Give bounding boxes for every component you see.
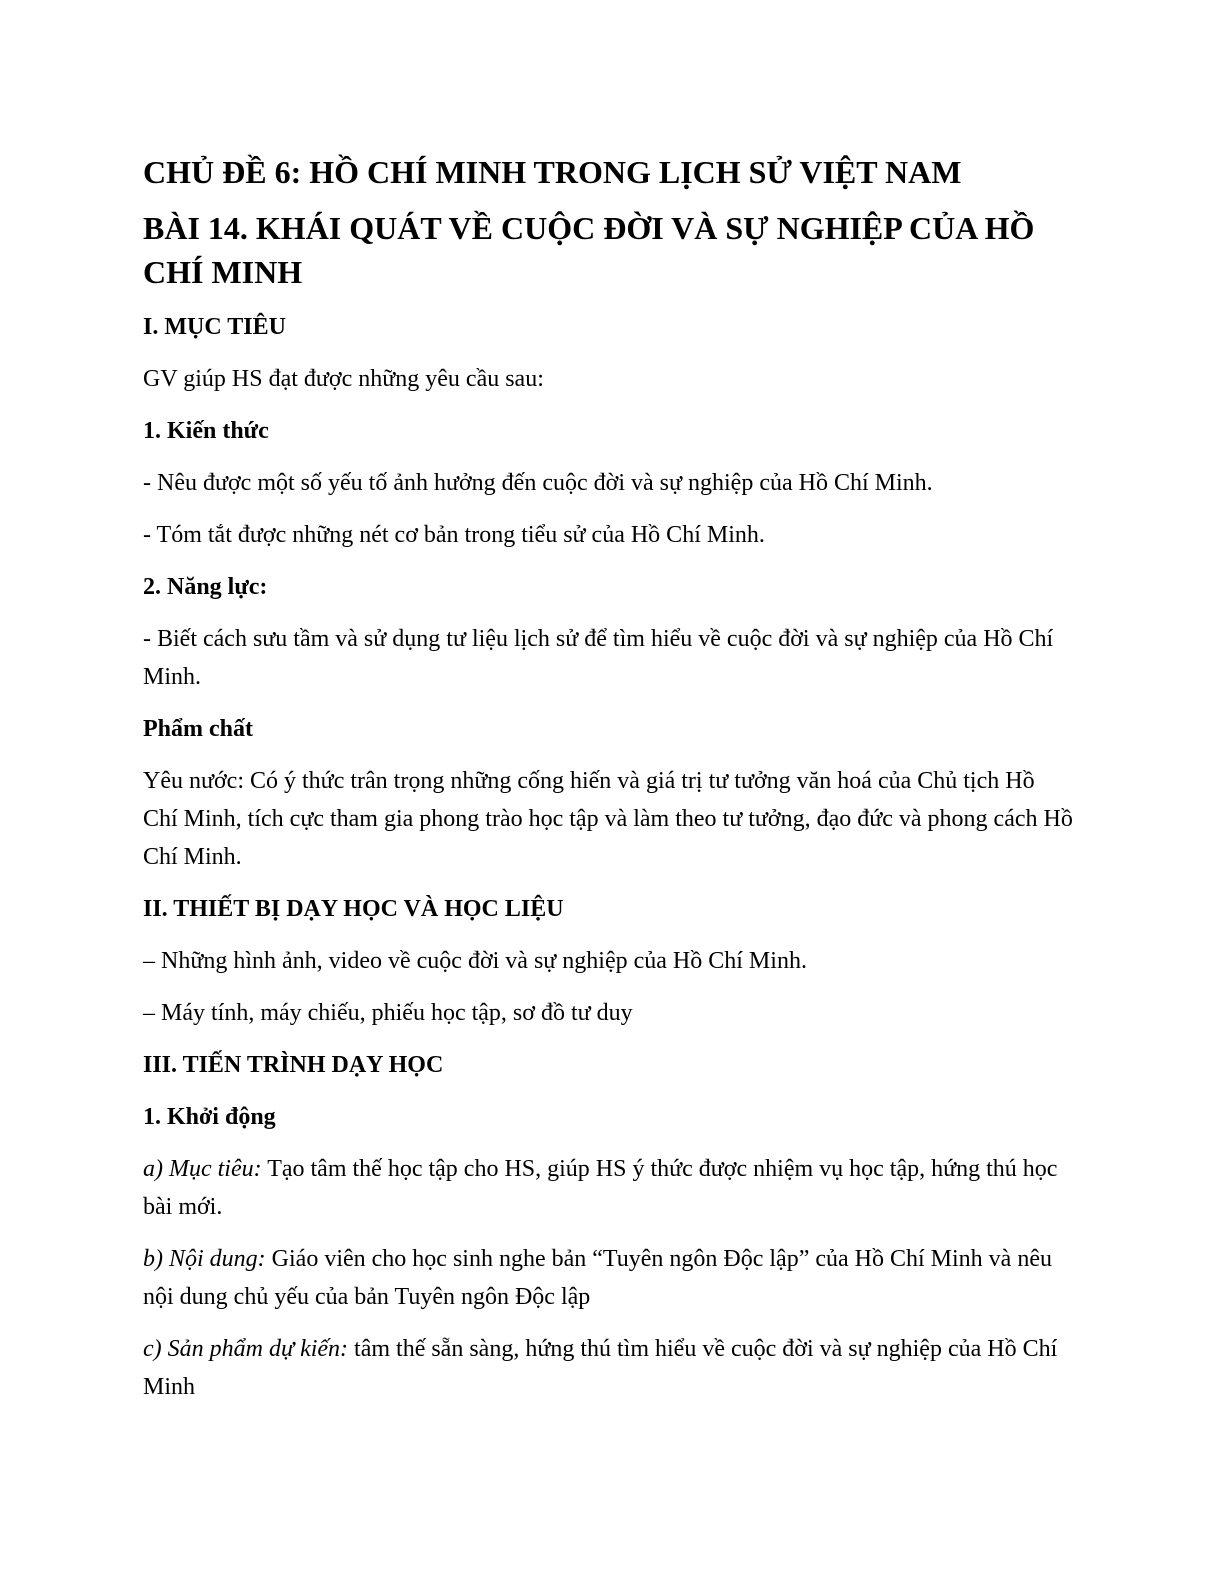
objectives-heading: I. MỤC TIÊU — [143, 314, 286, 340]
knowledge-item: - Nêu được một số yếu tố ảnh hưởng đến cuộc đời và sự nghiệp của Hồ Chí Minh. — [143, 470, 933, 496]
lesson-title: BÀI 14. KHÁI QUÁT VỀ CUỘC ĐỜI VÀ SỰ NGHIỆP CỦA HỒ CHÍ MINH — [143, 210, 1035, 290]
document-page — [143, 150, 1073, 1420]
warmup-content — [143, 1240, 1073, 1316]
warmup-objective-label: a) Mục tiêu: — [143, 1156, 262, 1182]
warmup-product-text: tâm thế sẵn sàng, hứng thú tìm hiểu về cuộc đời và sự nghiệp của Hồ Chí Minh — [143, 1336, 1058, 1400]
qualities-text: Yêu nước: Có ý thức trân trọng những cống hiến và giá trị tư tưởng văn hoá của Chủ tịch Hồ Chí Minh, tích cực tham gia phong trào học tập và làm theo tư tưởng, đạo đức và phong cách Hồ Chí Minh. — [143, 768, 1073, 870]
warmup-objective-text: Tạo tâm thế học tập cho HS, giúp HS ý thức được nhiệm vụ học tập, hứng thú học bài mới. — [143, 1156, 1058, 1220]
competence-item: - Biết cách sưu tầm và sử dụng tư liệu lịch sử để tìm hiểu về cuộc đời và sự nghiệp của Hồ Chí Minh. — [143, 626, 1054, 690]
objectives-intro: GV giúp HS đạt được những yêu cầu sau: — [143, 366, 544, 392]
warmup-content-text: Giáo viên cho học sinh nghe bản “Tuyên ngôn Độc lập” của Hồ Chí Minh và nêu nội dung chủ yếu của bản Tuyên ngôn Độc lập — [143, 1246, 1052, 1310]
equipment-item: – Những hình ảnh, video về cuộc đời và sự nghiệp của Hồ Chí Minh. — [143, 948, 807, 974]
process-heading: III. TIẾN TRÌNH DẠY HỌC — [143, 1052, 444, 1078]
knowledge-heading: 1. Kiến thức — [143, 418, 269, 444]
equipment-heading: II. THIẾT BỊ DẠY HỌC VÀ HỌC LIỆU — [143, 896, 564, 922]
qualities-heading: Phẩm chất — [143, 716, 253, 742]
competence-heading: 2. Năng lực: — [143, 574, 268, 600]
warmup-product-label: c) Sản phẩm dự kiến: — [143, 1336, 349, 1362]
knowledge-item: - Tóm tắt được những nét cơ bản trong tiểu sử của Hồ Chí Minh. — [143, 522, 765, 548]
warmup-content-label: b) Nội dung: — [143, 1246, 266, 1272]
warmup-product — [143, 1330, 1073, 1406]
equipment-item: – Máy tính, máy chiếu, phiếu học tập, sơ đồ tư duy — [143, 1000, 633, 1026]
warmup-heading: 1. Khởi động — [143, 1104, 276, 1130]
topic-title: CHỦ ĐỀ 6: HỒ CHÍ MINH TRONG LỊCH SỬ VIỆT NAM — [143, 154, 962, 190]
warmup-objective — [143, 1150, 1073, 1226]
